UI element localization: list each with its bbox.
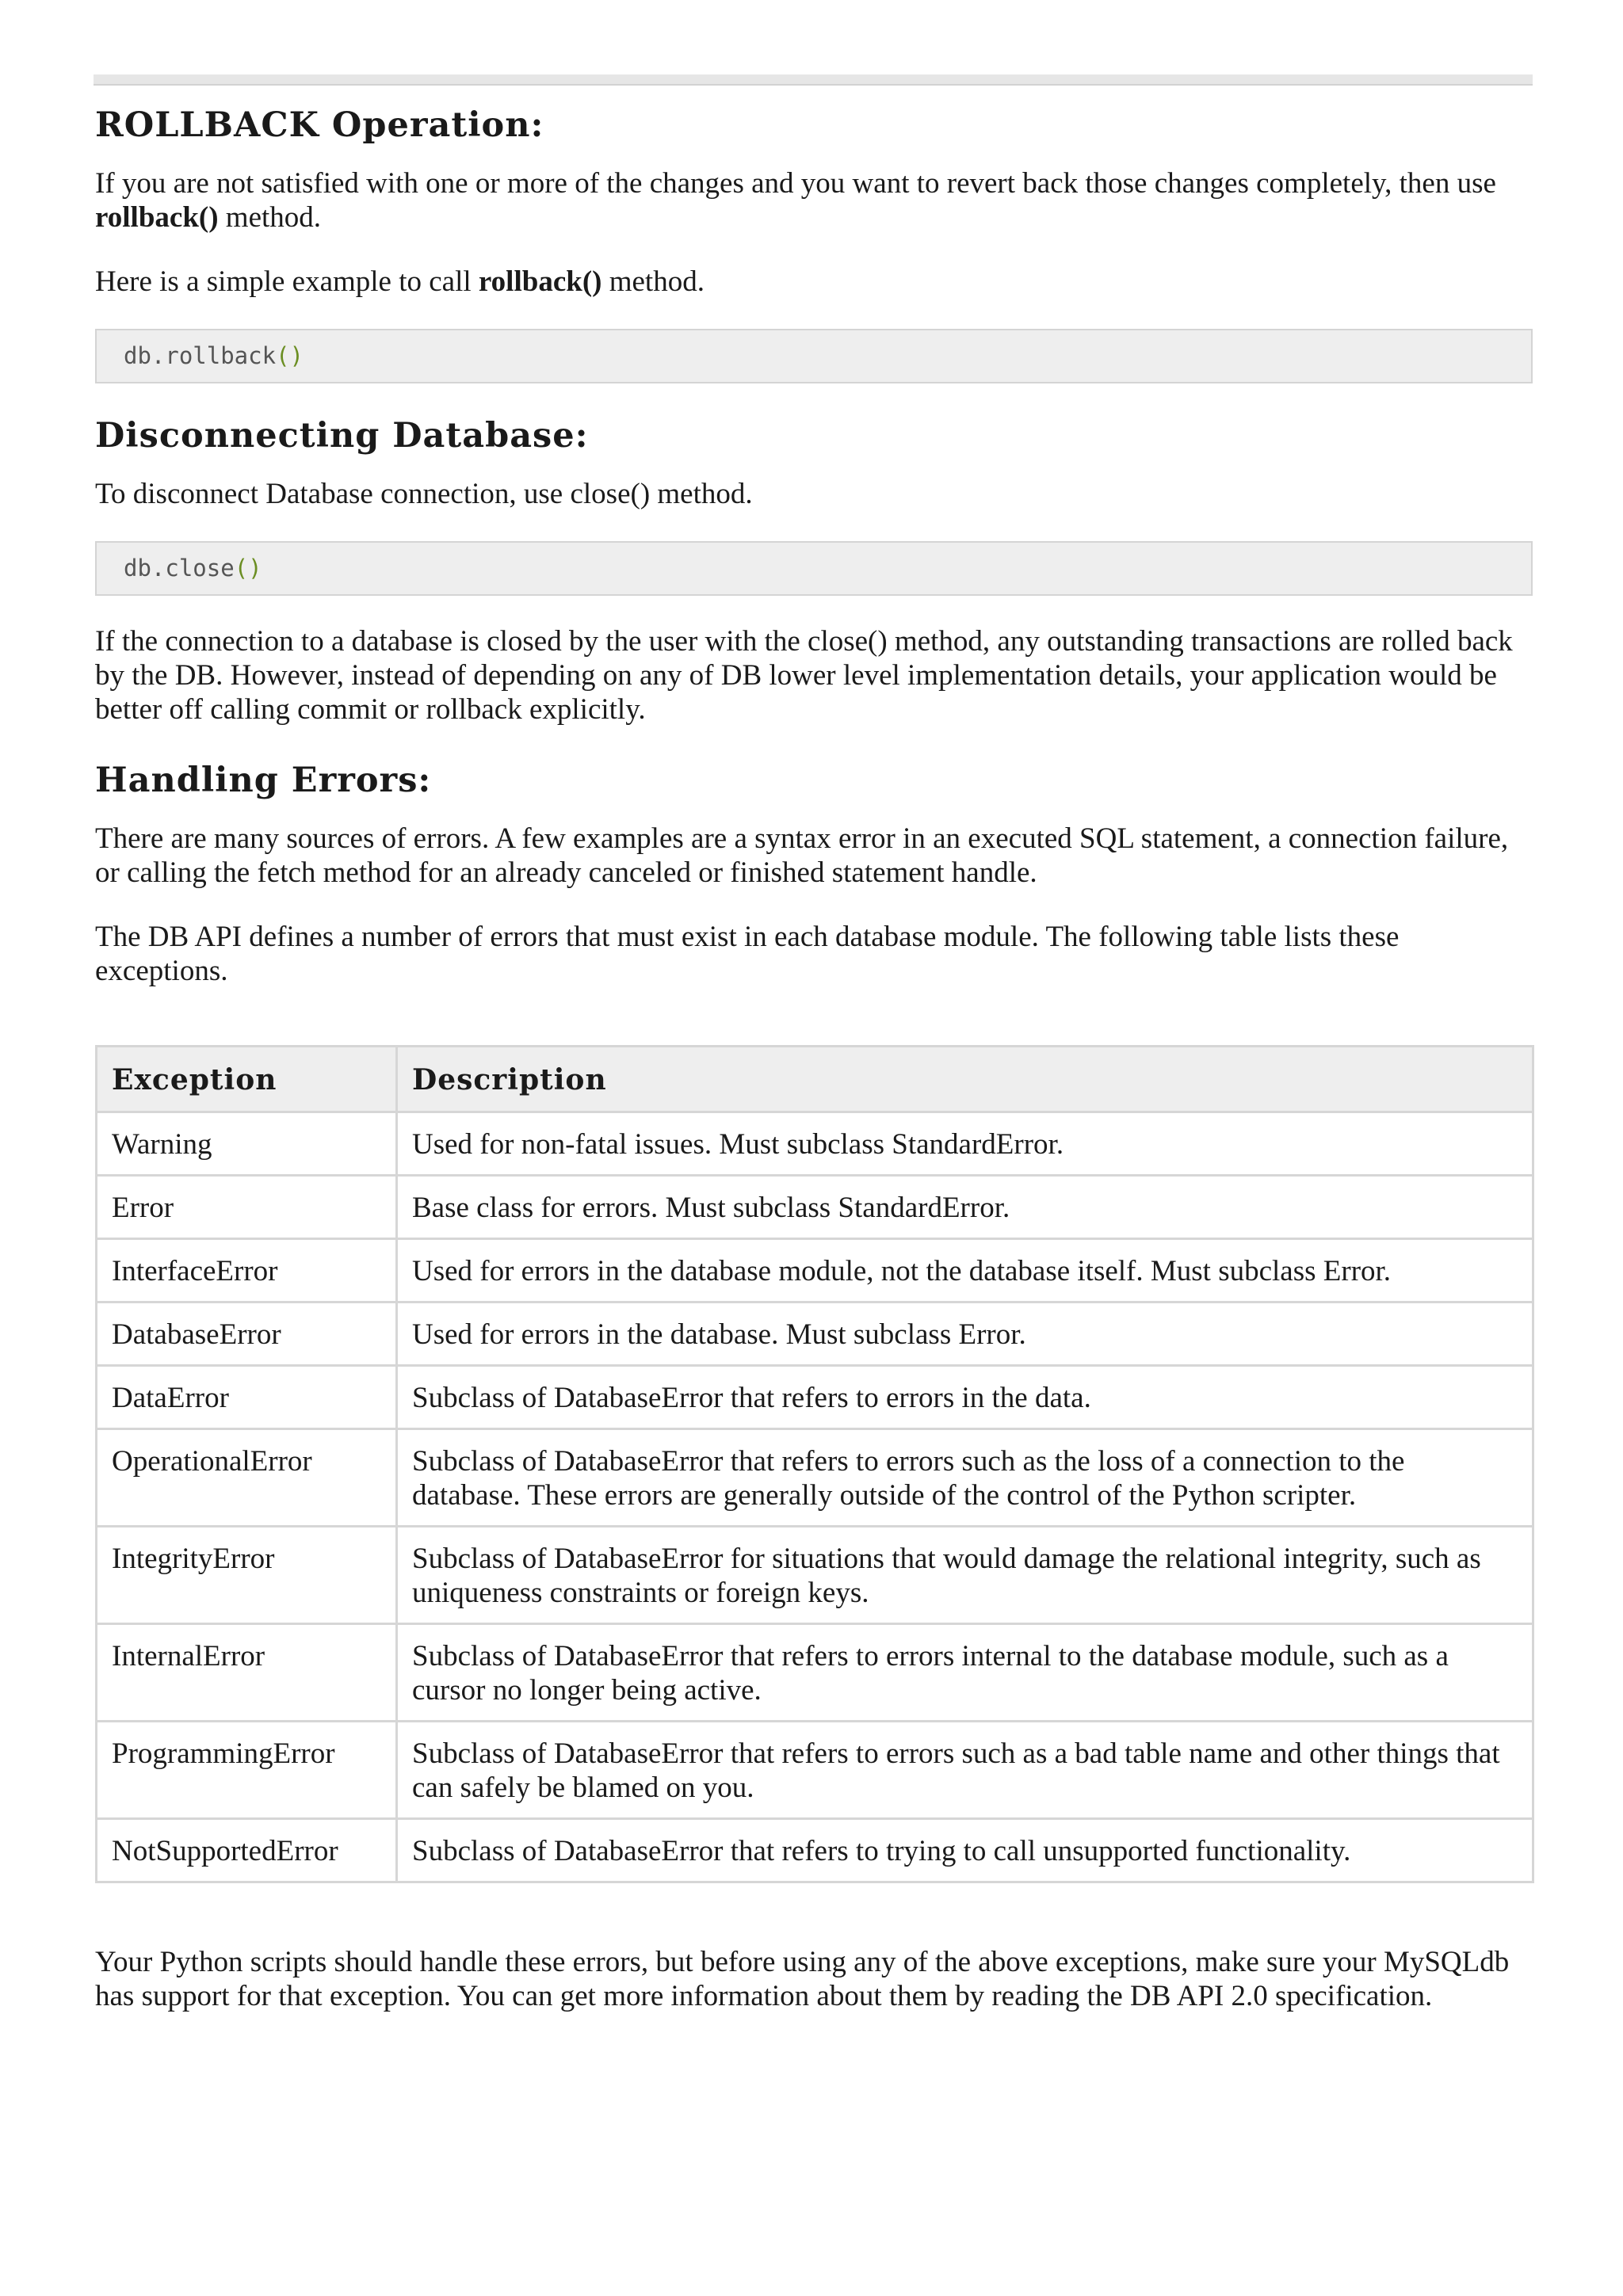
close-code-block (95, 541, 1533, 596)
exception-description: Subclass of DatabaseError for situations that would damage the relational integrity, such as uniqueness constraints or foreign keys. (397, 1527, 1533, 1624)
close-code-parens: () (234, 555, 262, 582)
exception-description: Base class for errors. Must subclass StandardError. (397, 1176, 1533, 1239)
table-row (97, 1112, 1533, 1176)
exception-description: Used for non-fatal issues. Must subclass StandardError. (397, 1112, 1533, 1176)
exception-description: Subclass of DatabaseError that refers to errors in the data. (397, 1366, 1533, 1429)
table-row (97, 1722, 1533, 1819)
exception-name: NotSupportedError (97, 1819, 397, 1882)
rollback-paragraph-1 (95, 166, 1533, 235)
rollback-code-object: db.rollback (124, 342, 277, 369)
exception-name: OperationalError (97, 1429, 397, 1527)
rollback-p1-end: method. (218, 201, 322, 234)
disconnect-paragraph-2: If the connection to a database is closed by the user with the close() method, any outstanding transactions are rolled back by the DB. However, instead of depending on any of DB lower level implementation details, your application would be better off calling commit or rollback explicitly. (95, 625, 1513, 726)
rollback-code-block (95, 329, 1533, 383)
table-row (97, 1429, 1533, 1527)
exception-description: Subclass of DatabaseError that refers to trying to call unsupported functionality. (397, 1819, 1533, 1882)
table-row (97, 1239, 1533, 1302)
exception-name: IntegrityError (97, 1527, 397, 1624)
table-row (97, 1819, 1533, 1882)
table-row (97, 1527, 1533, 1624)
top-rule (94, 74, 1533, 86)
rollback-code-parens: () (276, 342, 304, 369)
errors-heading: Handling Errors: (95, 761, 432, 800)
rollback-heading: ROLLBACK Operation: (95, 105, 544, 145)
exception-name: ProgrammingError (97, 1722, 397, 1819)
exception-description: Subclass of DatabaseError that refers to errors such as the loss of a connection to the database. These errors are generally outside of the control of the Python scripter. (397, 1429, 1533, 1527)
exception-name: InternalError (97, 1624, 397, 1722)
rollback-p2-bold: rollback() (478, 265, 602, 298)
table-row (97, 1366, 1533, 1429)
exception-description: Subclass of DatabaseError that refers to errors internal to the database module, such as a cursor no longer being active. (397, 1624, 1533, 1722)
errors-paragraph-2: The DB API defines a number of errors that must exist in each database module. The following table lists these exceptions. (95, 921, 1400, 987)
rollback-p2-end: method. (601, 265, 705, 298)
exception-name: Error (97, 1176, 397, 1239)
close-code-object: db.close (124, 555, 235, 582)
table-header-row (97, 1047, 1533, 1112)
document-page (95, 101, 1533, 2043)
exception-description: Subclass of DatabaseError that refers to errors such as a bad table name and other things that can safely be blamed on you. (397, 1722, 1533, 1819)
rollback-p2-text: Here is a simple example to call (95, 265, 479, 298)
errors-paragraph-3: Your Python scripts should handle these errors, but before using any of the above exceptions, make sure your MySQLdb has support for that exception. You can get more information about them by reading the DB API 2.0 specification. (95, 1946, 1510, 2012)
disconnect-heading: Disconnecting Database: (95, 416, 589, 456)
exception-name: DataError (97, 1366, 397, 1429)
table-row (97, 1176, 1533, 1239)
header-description: Description (397, 1047, 1533, 1112)
rollback-p1-bold: rollback() (95, 201, 219, 234)
exception-name: InterfaceError (97, 1239, 397, 1302)
exceptions-table (95, 1045, 1534, 1883)
errors-paragraph-1: There are many sources of errors. A few examples are a syntax error in an executed SQL statement, a connection failure, or calling the fetch method for an already canceled or finished statement handle. (95, 822, 1509, 889)
rollback-paragraph-2 (95, 265, 1533, 299)
disconnect-paragraph-1: To disconnect Database connection, use close() method. (95, 478, 753, 510)
exception-description: Used for errors in the database. Must subclass Error. (397, 1302, 1533, 1366)
exception-description: Used for errors in the database module, not the database itself. Must subclass Error. (397, 1239, 1533, 1302)
table-row (97, 1302, 1533, 1366)
header-exception: Exception (97, 1047, 397, 1112)
exception-name: DatabaseError (97, 1302, 397, 1366)
exception-name: Warning (97, 1112, 397, 1176)
table-row (97, 1624, 1533, 1722)
rollback-p1-text: If you are not satisfied with one or more of the changes and you want to revert back those changes completely, then use (95, 167, 1496, 200)
